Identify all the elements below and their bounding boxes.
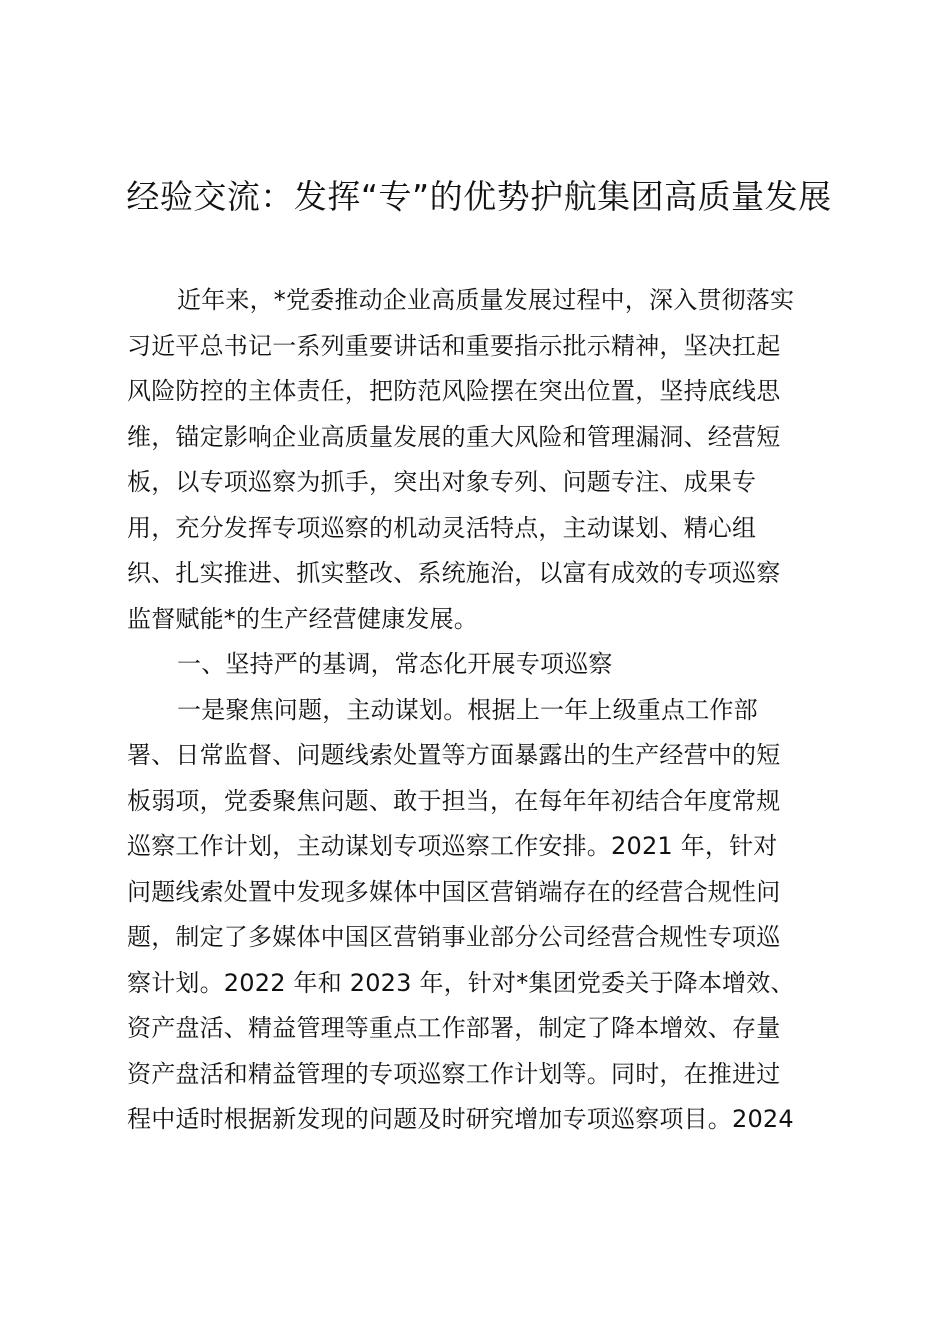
- paragraph-line: 程中适时根据新发现的问题及时研究增加专项巡察项目。2024: [127, 1105, 794, 1133]
- document-title: 经验交流：发挥“专”的优势护航集团高质量发展: [126, 177, 832, 216]
- paragraph-line: 风险防控的主体责任，把防范风险摆在突出位置，坚持底线思: [127, 377, 781, 405]
- paragraph-line: 习近平总书记一系列重要讲话和重要指示批示精神，坚决扛起: [127, 331, 781, 360]
- paragraph-line: 资产盘活和精益管理的专项巡察工作计划等。同时，在推进过: [127, 1059, 781, 1088]
- paragraph-line: 板弱项，党委聚焦问题、敢于担当，在每年年初结合年度常规: [127, 786, 781, 815]
- section-heading: 一、坚持严的基调，常态化开展专项巡察: [177, 650, 613, 678]
- paragraph-line: 近年来，*党委推动企业高质量发展过程中，深入贯彻落实: [177, 286, 795, 314]
- paragraph-line: 巡察工作计划，主动谋划专项巡察工作安排。2021 年，针对: [127, 832, 778, 860]
- paragraph-line: 织、扎实推进、抓实整改、系统施治，以富有成效的专项巡察: [127, 559, 781, 587]
- paragraph-line: 用，充分发挥专项巡察的机动灵活特点，主动谋划、精心组: [127, 513, 757, 542]
- paragraph-line: 问题线索处置中发现多媒体中国区营销端存在的经营合规性问: [127, 877, 781, 906]
- paragraph-line: 板，以专项巡察为抓手，突出对象专列、问题专注、成果专: [127, 468, 757, 496]
- document-body: [127, 278, 847, 1143]
- paragraph-line: 监督赋能*的生产经营健康发展。: [127, 604, 478, 633]
- paragraph-line: 察计划。2022 年和 2023 年，针对*集团党委关于降本增效、: [127, 968, 795, 997]
- paragraph-line: 维，锚定影响企业高质量发展的重大风险和管理漏洞、经营短: [127, 422, 781, 451]
- paragraph-line: 一是聚焦问题，主动谋划。根据上一年上级重点工作部: [177, 695, 758, 724]
- paragraph-line: 署、日常监督、问题线索处置等方面暴露出的生产经营中的短: [127, 741, 781, 769]
- paragraph-line: 资产盘活、精益管理等重点工作部署，制定了降本增效、存量: [127, 1014, 781, 1042]
- paragraph-line: 题，制定了多媒体中国区营销事业部分公司经营合规性专项巡: [127, 923, 781, 951]
